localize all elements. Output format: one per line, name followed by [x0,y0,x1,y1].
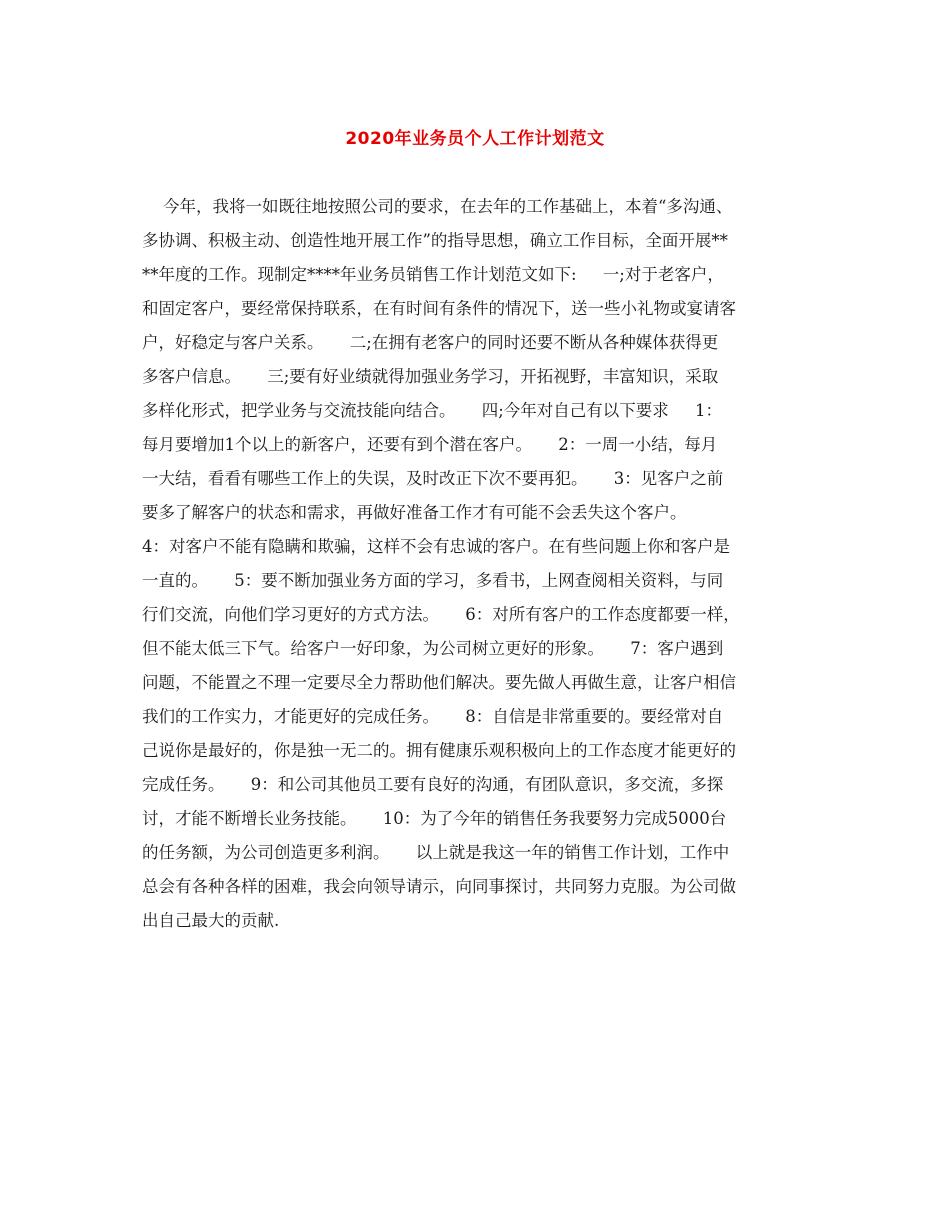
body-line: 户，好稳定与客户关系。 二;在拥有老客户的同时还要不断从各种媒体获得更 [142,333,719,352]
body-line: 和固定客户，要经常保持联系，在有时间有条件的情况下，送一些小礼物或宴请客 [142,299,736,318]
document-body [142,190,822,938]
body-line: 4：对客户不能有隐瞒和欺骗，这样不会有忠诚的客户。在有些问题上你和客户是 [142,537,730,556]
body-line: 问题，不能置之不理一定要尽全力帮助他们解决。要先做人再做生意，让客户相信 [142,673,736,692]
body-line: 完成任务。 9：和公司其他员工要有良好的沟通，有团队意识，多交流，多探 [142,775,724,794]
body-line: 的任务额，为公司创造更多利润。 以上就是我这一年的销售工作计划，工作中 [142,843,730,862]
body-line: 今年，我将一如既往地按照公司的要求，在去年的工作基础上，本着“多沟通、 [142,197,733,216]
body-line: 要多了解客户的状态和需求，再做好准备工作才有可能不会丢失这个客户。 [142,503,687,522]
body-line: 一大结，看看有哪些工作上的失误，及时改正下次不要再犯。 3：见客户之前 [142,469,724,488]
body-line: 一直的。 5：要不断加强业务方面的学习，多看书，上网查阅相关资料，与同 [142,571,724,590]
body-line: 多协调、积极主动、创造性地开展工作”的指导思想，确立工作目标，全面开展** [142,231,728,250]
body-line: 己说你是最好的，你是独一无二的。拥有健康乐观积极向上的工作态度才能更好的 [142,741,736,760]
body-line: **年度的工作。现制定****年业务员销售工作计划范文如下: 一;对于老客户， [142,265,724,284]
body-line: 总会有各种各样的困难，我会向领导请示，向同事探讨，共同努力克服。为公司做 [142,877,736,896]
body-line: 但不能太低三下气。给客户一好印象，为公司树立更好的形象。 7：客户遇到 [142,639,724,658]
body-line: 多样化形式，把学业务与交流技能向结合。 四;今年对自己有以下要求 1： [142,401,723,420]
body-line: 多客户信息。 三;要有好业绩就得加强业务学习，开拓视野，丰富知识，采取 [142,367,719,386]
body-line: 讨，才能不断增长业务技能。 10：为了今年的销售任务我要努力完成5000台 [142,809,727,828]
document-title: 2020年业务员个人工作计划范文 [345,129,605,149]
body-line: 行们交流，向他们学习更好的方式方法。 6：对所有客户的工作态度都要一样， [142,605,740,624]
body-line: 每月要增加1个以上的新客户，还要有到个潜在客户。 2：一周一小结，每月 [142,435,718,454]
body-line: 我们的工作实力，才能更好的完成任务。 8：自信是非常重要的。要经常对自 [142,707,724,726]
body-line: 出自己最大的贡献. [142,911,280,930]
